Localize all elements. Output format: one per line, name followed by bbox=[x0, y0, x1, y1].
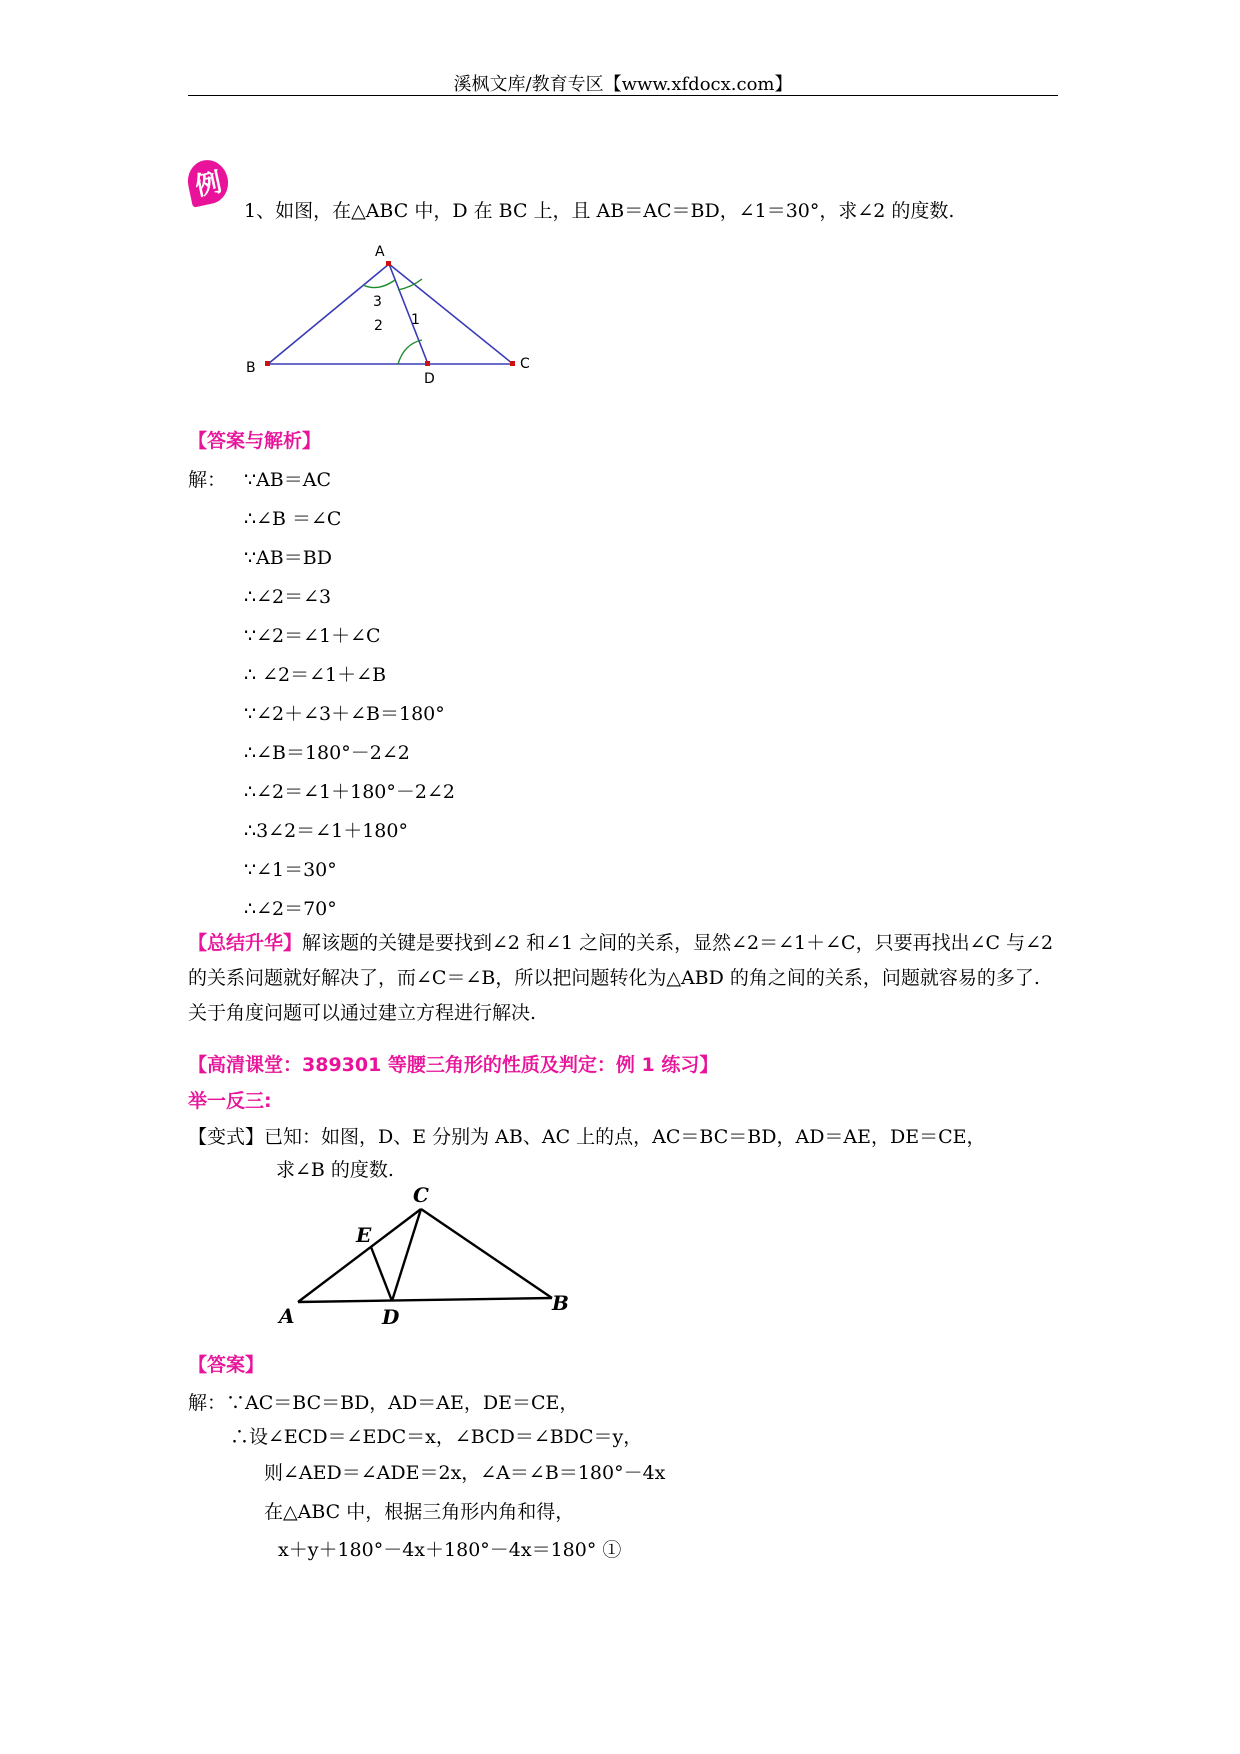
step: ∴ ∠2＝∠1＋∠B bbox=[244, 664, 387, 686]
label-A: A bbox=[279, 1304, 295, 1328]
variant-line-2: 求∠B 的度数. bbox=[276, 1159, 394, 1181]
label-angle-1: 1 bbox=[411, 312, 420, 328]
label-D: D bbox=[382, 1305, 400, 1329]
answer-1-prefix: 解： bbox=[188, 469, 227, 491]
summary-text: 解该题的关键是要找到∠2 和∠1 之间的关系，显然∠2＝∠1＋∠C，只要再找出∠C 与∠2 的关系问题就好解决了，而∠C＝∠B，所以把问题转化为△ABD 的角之间的关系，问题就容易的多了.关于角度问题可以通过建立方程进行解决. bbox=[188, 932, 1054, 1024]
label-C: C bbox=[520, 356, 530, 372]
hd-class-link[interactable]: 【高清课堂：389301 等腰三角形的性质及判定：例 1 练习】 bbox=[188, 1054, 719, 1076]
answer-2-line: 在△ABC 中，根据三角形内角和得， bbox=[264, 1501, 575, 1523]
step: ∴∠2＝∠1＋180°－2∠2 bbox=[244, 781, 455, 803]
answer-2-line: 解：∵AC＝BC＝BD，AD＝AE，DE＝CE， bbox=[188, 1392, 579, 1414]
label-A: A bbox=[375, 244, 385, 260]
figure-2-lines bbox=[298, 1209, 552, 1302]
step: ∵∠1＝30° bbox=[244, 859, 337, 881]
page-header: 溪枫文库/教育专区【www.xfdocx.com】 bbox=[453, 74, 793, 95]
variant-line-1: 【变式】已知：如图，D、E 分别为 AB、AC 上的点，AC＝BC＝BD，AD＝AE，DE＝CE， bbox=[188, 1126, 986, 1148]
figure-1-lines bbox=[268, 264, 513, 364]
step: ∵∠2＋∠3＋∠B＝180° bbox=[244, 703, 445, 725]
example-badge: 例 bbox=[184, 156, 232, 207]
summary-paragraph bbox=[188, 926, 1058, 1031]
figure-1-points bbox=[265, 261, 515, 366]
answer-2-line: 则∠AED＝∠ADE＝2x，∠A＝∠B＝180°－4x bbox=[264, 1462, 666, 1484]
answer-2-line: x＋y＋180°－4x＋180°－4x＝180° ① bbox=[278, 1539, 622, 1561]
practice-heading: 举一反三: bbox=[188, 1090, 272, 1112]
answer-2-line: ∴设∠ECD＝∠EDC＝x，∠BCD＝∠BDC＝y， bbox=[230, 1426, 643, 1448]
step: ∴∠2＝∠3 bbox=[244, 586, 332, 608]
summary-tag: 【总结升华】 bbox=[188, 932, 303, 954]
step: ∵∠2＝∠1＋∠C bbox=[244, 625, 381, 647]
label-B: B bbox=[246, 360, 256, 376]
label-angle-2: 2 bbox=[374, 318, 383, 334]
label-E: E bbox=[356, 1223, 372, 1247]
label-angle-3: 3 bbox=[373, 294, 382, 310]
answer-1-heading: 【答案与解析】 bbox=[188, 430, 322, 452]
label-C: C bbox=[413, 1183, 429, 1207]
step: ∵AB＝AC bbox=[244, 469, 332, 491]
step: ∴∠B ＝∠C bbox=[244, 508, 342, 530]
step: ∴3∠2＝∠1＋180° bbox=[244, 820, 408, 842]
step: ∴∠B＝180°－2∠2 bbox=[244, 742, 410, 764]
header-rule bbox=[188, 95, 1058, 96]
answer-2-heading: 【答案】 bbox=[188, 1354, 265, 1376]
label-D: D bbox=[424, 371, 435, 387]
problem-1-text: 1、如图，在△ABC 中，D 在 BC 上，且 AB＝AC＝BD，∠1＝30°，求∠2 的度数. bbox=[244, 200, 955, 222]
figure-2-triangle bbox=[270, 1182, 580, 1332]
step: ∵AB＝BD bbox=[244, 547, 332, 569]
step: ∴∠2＝70° bbox=[244, 898, 337, 920]
figure-1-triangle bbox=[238, 240, 538, 390]
label-B: B bbox=[552, 1291, 569, 1315]
